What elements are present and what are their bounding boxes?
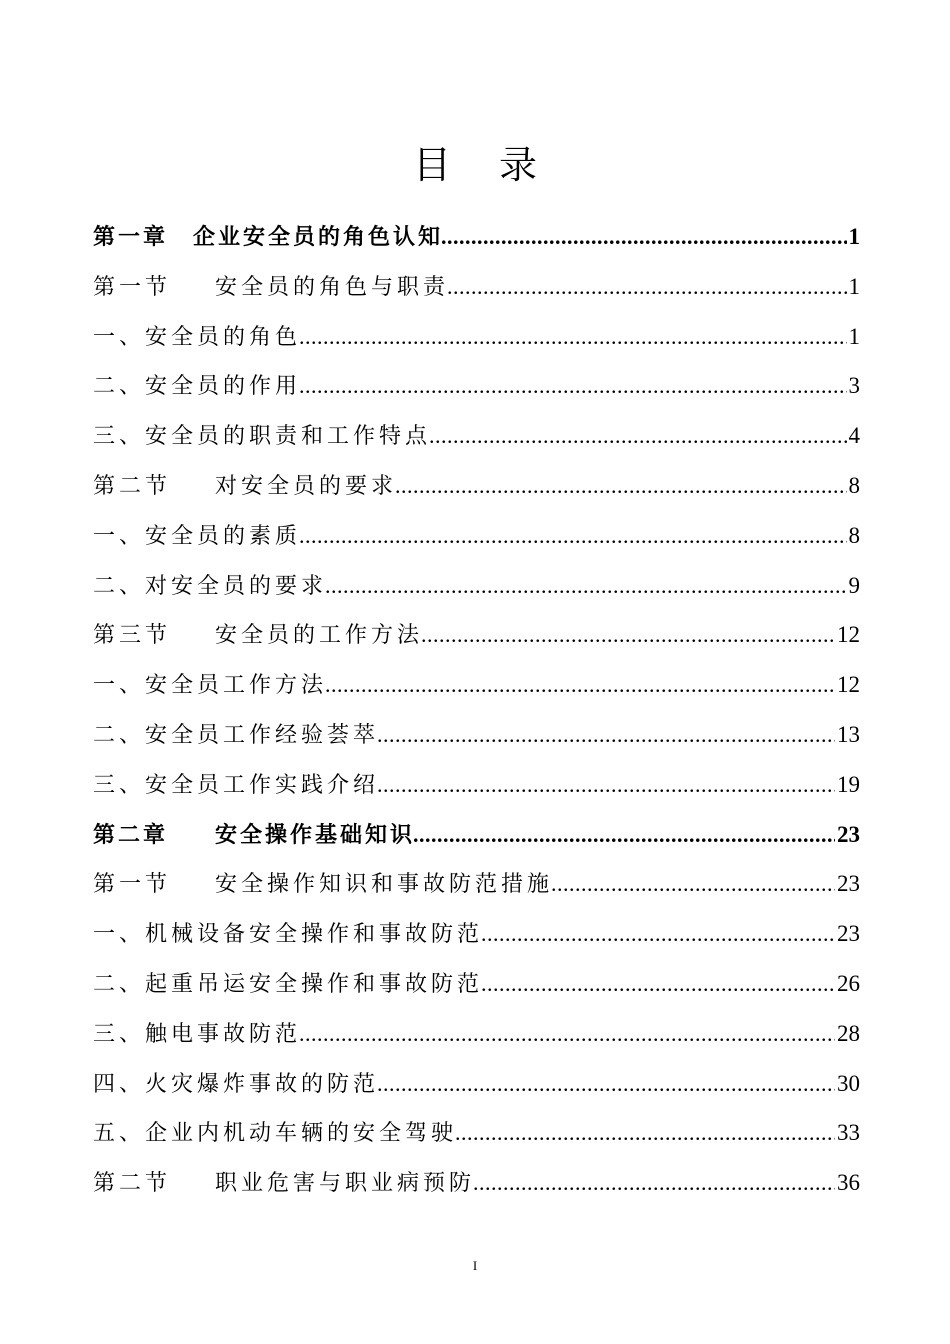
toc-item-entry[interactable]: [93, 1108, 860, 1158]
toc-page-number: 13: [837, 721, 860, 747]
dot-leader: [325, 561, 846, 611]
dot-leader: [377, 760, 835, 810]
toc-entry-label: [93, 860, 553, 910]
toc-item-entry[interactable]: [93, 1009, 860, 1059]
dot-leader: [455, 1108, 835, 1158]
toc-item-entry[interactable]: [93, 411, 860, 461]
toc-entry-number: 第二节: [93, 473, 172, 499]
dot-leader: [299, 511, 846, 561]
toc-page-number: 23: [837, 871, 860, 897]
toc-section-entry[interactable]: [93, 262, 860, 312]
toc-entry-label: [93, 213, 443, 263]
dot-leader: [325, 660, 835, 710]
toc-entry-text: 三、触电事故防范: [93, 1021, 302, 1047]
toc-page-number: 33: [837, 1120, 860, 1146]
toc-item-entry[interactable]: [93, 710, 860, 760]
toc-page-number: 3: [848, 373, 860, 399]
toc-page-number: 30: [837, 1070, 860, 1096]
toc-entry-number: 第二章: [93, 821, 169, 848]
toc-item-entry[interactable]: [93, 1059, 860, 1109]
toc-page-number: 8: [848, 472, 860, 498]
page-title: 目 录: [412, 143, 556, 188]
toc-item-entry[interactable]: [93, 660, 860, 710]
toc-entry-text: 三、安全员工作实践介绍: [93, 772, 380, 798]
dot-leader: [429, 411, 846, 461]
toc-entry-text: 一、安全员工作方法: [93, 673, 328, 699]
toc-entry-text: 安全员的角色与职责: [215, 274, 450, 300]
toc-entry-text: 四、火灾爆炸事故的防范: [93, 1071, 380, 1097]
toc-entry-text: 职业危害与职业病预防: [215, 1171, 476, 1197]
toc-chapter-entry[interactable]: [93, 810, 860, 860]
toc-entry-text: 一、机械设备安全操作和事故防范: [93, 922, 484, 948]
toc-entry-text: 对安全员的要求: [215, 473, 398, 499]
toc-entry-text: 二、安全员的作用: [93, 374, 302, 400]
toc-section-entry[interactable]: [93, 610, 860, 660]
toc-entry-label: [93, 1159, 475, 1209]
toc-page-number: 1: [848, 224, 860, 249]
dot-leader: [551, 859, 835, 909]
toc-entry-text: 企业安全员的角色认知: [193, 224, 444, 250]
toc-entry-number: 第一章: [93, 224, 169, 250]
toc-page-number: 26: [837, 970, 860, 996]
dot-leader: [441, 212, 846, 262]
toc-page-number: 8: [848, 522, 860, 548]
toc-page-number: 12: [837, 672, 860, 698]
toc-page-number: 1: [848, 273, 860, 299]
toc-entry-number: 第一节: [93, 872, 172, 898]
toc-page-number: 9: [848, 572, 860, 598]
toc-entry-text: 五、企业内机动车辆的安全驾驶: [93, 1121, 458, 1147]
toc-page-number: 28: [837, 1020, 860, 1046]
toc-entry-text: 一、安全员的素质: [93, 523, 302, 549]
toc-entry-text: 安全操作知识和事故防范措施: [215, 872, 554, 898]
toc-page-number: 12: [837, 622, 860, 648]
toc-page-number: 1: [848, 323, 860, 349]
toc-item-entry[interactable]: [93, 760, 860, 810]
toc-entry-text: 二、对安全员的要求: [93, 573, 328, 599]
toc-entry-text: 二、安全员工作经验荟萃: [93, 722, 380, 748]
toc-page-number: 4: [848, 423, 860, 449]
toc-item-entry[interactable]: [93, 909, 860, 959]
toc-entry-label: [93, 462, 397, 512]
dot-leader: [481, 959, 835, 1009]
toc-page-number: 23: [837, 821, 860, 847]
toc-chapter-entry[interactable]: [93, 212, 860, 262]
toc-item-entry[interactable]: [93, 361, 860, 411]
dot-leader: [473, 1158, 835, 1208]
toc-page-number: 19: [837, 771, 860, 797]
toc-entry-label: [93, 263, 449, 313]
toc-entry-label: [93, 811, 415, 861]
dot-leader: [421, 610, 835, 660]
dot-leader: [299, 312, 846, 362]
toc-section-entry[interactable]: [93, 859, 860, 909]
dot-leader: [299, 361, 846, 411]
dot-leader: [395, 461, 846, 511]
toc-entry-text: 安全员的工作方法: [215, 623, 424, 649]
toc-section-entry[interactable]: [93, 1158, 860, 1208]
page-footer-number: I: [472, 1258, 478, 1273]
dot-leader: [447, 262, 846, 312]
dot-leader: [377, 710, 835, 760]
table-of-contents: [93, 212, 860, 1208]
toc-entry-text: 安全操作基础知识: [215, 821, 416, 848]
toc-item-entry[interactable]: [93, 959, 860, 1009]
dot-leader: [481, 909, 835, 959]
toc-entry-number: 第一节: [93, 274, 172, 300]
dot-leader: [299, 1009, 835, 1059]
dot-leader: [413, 810, 835, 860]
toc-entry-number: 第二节: [93, 1171, 172, 1197]
dot-leader: [377, 1059, 835, 1109]
toc-item-entry[interactable]: [93, 312, 860, 362]
toc-section-entry[interactable]: [93, 461, 860, 511]
toc-page-number: 36: [837, 1170, 860, 1196]
toc-entry-label: [93, 611, 423, 661]
toc-item-entry[interactable]: [93, 511, 860, 561]
toc-entry-text: 一、安全员的角色: [93, 324, 302, 350]
toc-page-number: 23: [837, 921, 860, 947]
toc-entry-text: 二、起重吊运安全操作和事故防范: [93, 971, 484, 997]
toc-item-entry[interactable]: [93, 561, 860, 611]
toc-entry-text: 三、安全员的职责和工作特点: [93, 424, 432, 450]
toc-entry-number: 第三节: [93, 623, 172, 649]
